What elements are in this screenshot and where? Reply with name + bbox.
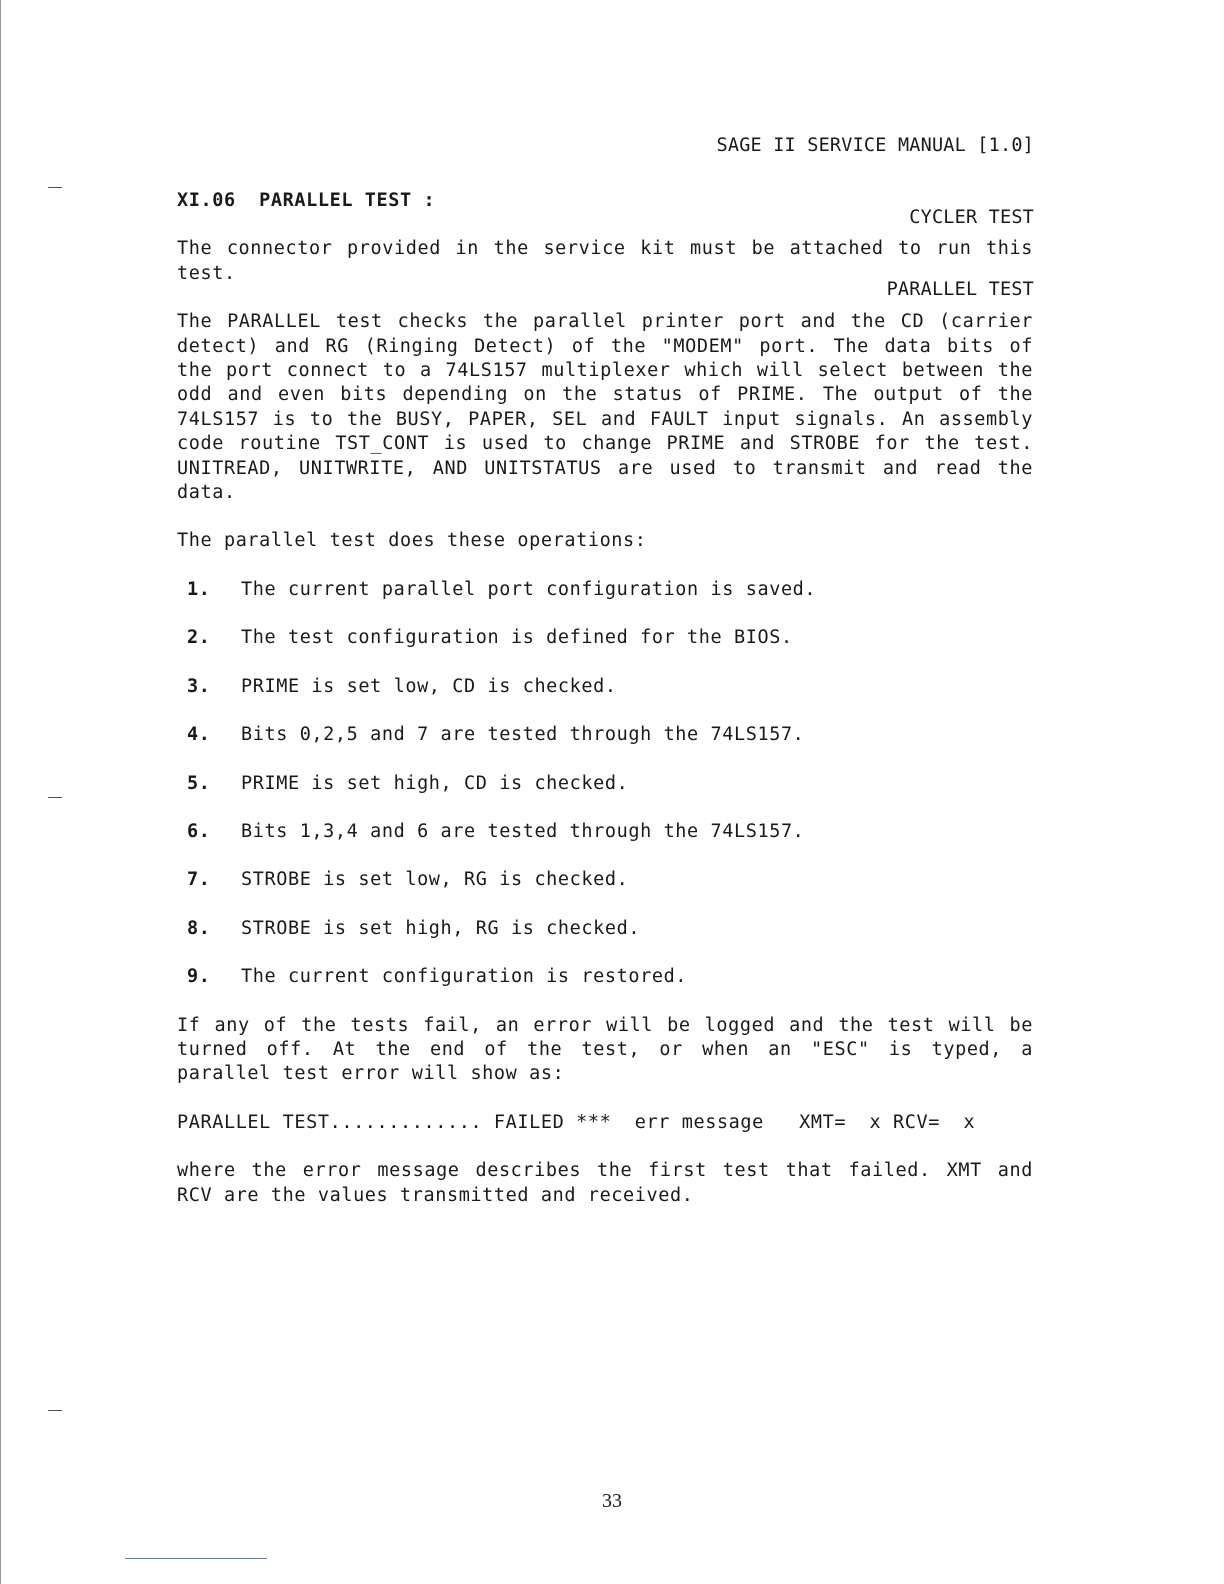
step-number: 9. — [187, 966, 211, 988]
step-text: The current configuration is restored. — [241, 966, 688, 988]
operations-list — [177, 578, 1033, 990]
section-heading: XI.06 PARALLEL TEST : — [177, 190, 436, 211]
header-manual-title: SAGE II SERVICE MANUAL [1.0] — [716, 135, 1034, 156]
step-number: 3. — [187, 675, 211, 697]
page-edge — [0, 0, 1, 1584]
step-text: PRIME is set high, CD is checked. — [241, 772, 629, 794]
list-item — [177, 772, 1033, 796]
list-item — [177, 820, 1033, 844]
header-section: PARALLEL TEST — [886, 279, 1034, 300]
step-number: 6. — [187, 820, 211, 842]
step-text: The test configuration is defined for the BIOS. — [241, 627, 793, 649]
intro-paragraph: The connector provided in the service kit must be attached to run this test. — [177, 238, 1033, 284]
page-body — [177, 189, 1033, 1232]
list-item — [177, 626, 1033, 650]
margin-mark — [48, 797, 62, 798]
step-number: 4. — [187, 724, 211, 746]
step-text: Bits 0,2,5 and 7 are tested through the 74LS157. — [241, 724, 805, 746]
step-text: PRIME is set low, CD is checked. — [241, 675, 617, 697]
step-number: 5. — [187, 772, 211, 794]
operations-intro: The parallel test does these operations: — [177, 530, 647, 552]
footer-rule — [125, 1558, 267, 1559]
step-number: 2. — [187, 627, 211, 649]
list-item — [177, 723, 1033, 747]
list-item — [177, 578, 1033, 602]
step-number: 8. — [187, 917, 211, 939]
step-text: The current parallel port configuration is saved. — [241, 578, 817, 600]
failure-paragraph: If any of the tests fail, an error will be logged and the test will be turned off. At the end of the test, or when an "ESC" is typed, a parallel test error will show as: — [177, 1014, 1033, 1085]
list-item — [177, 917, 1033, 941]
closing-paragraph: where the error message describes the first test that failed. XMT and RCV are the values transmitted and received. — [177, 1160, 1033, 1206]
list-item — [177, 965, 1033, 989]
step-number: 7. — [187, 869, 211, 891]
step-text: Bits 1,3,4 and 6 are tested through the 74LS157. — [241, 820, 805, 842]
margin-mark — [48, 187, 62, 188]
step-number: 1. — [187, 578, 211, 600]
error-output-line: PARALLEL TEST............. FAILED *** err message XMT= x RCV= x — [177, 1111, 976, 1133]
margin-mark — [48, 1410, 62, 1411]
header-chapter: CYCLER TEST — [909, 207, 1034, 228]
step-text: STROBE is set high, RG is checked. — [241, 917, 641, 939]
description-paragraph: The PARALLEL test checks the parallel printer port and the CD (carrier detect) and RG (Ringing Detect) of the "MODEM" port. The data bits of the port connect to a 74LS157 multiplexer which will select between the odd and even bits depending on the status of PRIME. The output of the 74LS157 is to the BUSY, PAPER, SEL and FAULT input signals. An assembly code routine TST_CONT is used to change PRIME and STROBE for the test. UNITREAD, UNITWRITE, AND UNITSTATUS are used to transmit and read the data. — [177, 311, 1033, 504]
page-number: 33 — [602, 1490, 622, 1512]
step-text: STROBE is set low, RG is checked. — [241, 869, 629, 891]
list-item — [177, 868, 1033, 892]
list-item — [177, 675, 1033, 699]
